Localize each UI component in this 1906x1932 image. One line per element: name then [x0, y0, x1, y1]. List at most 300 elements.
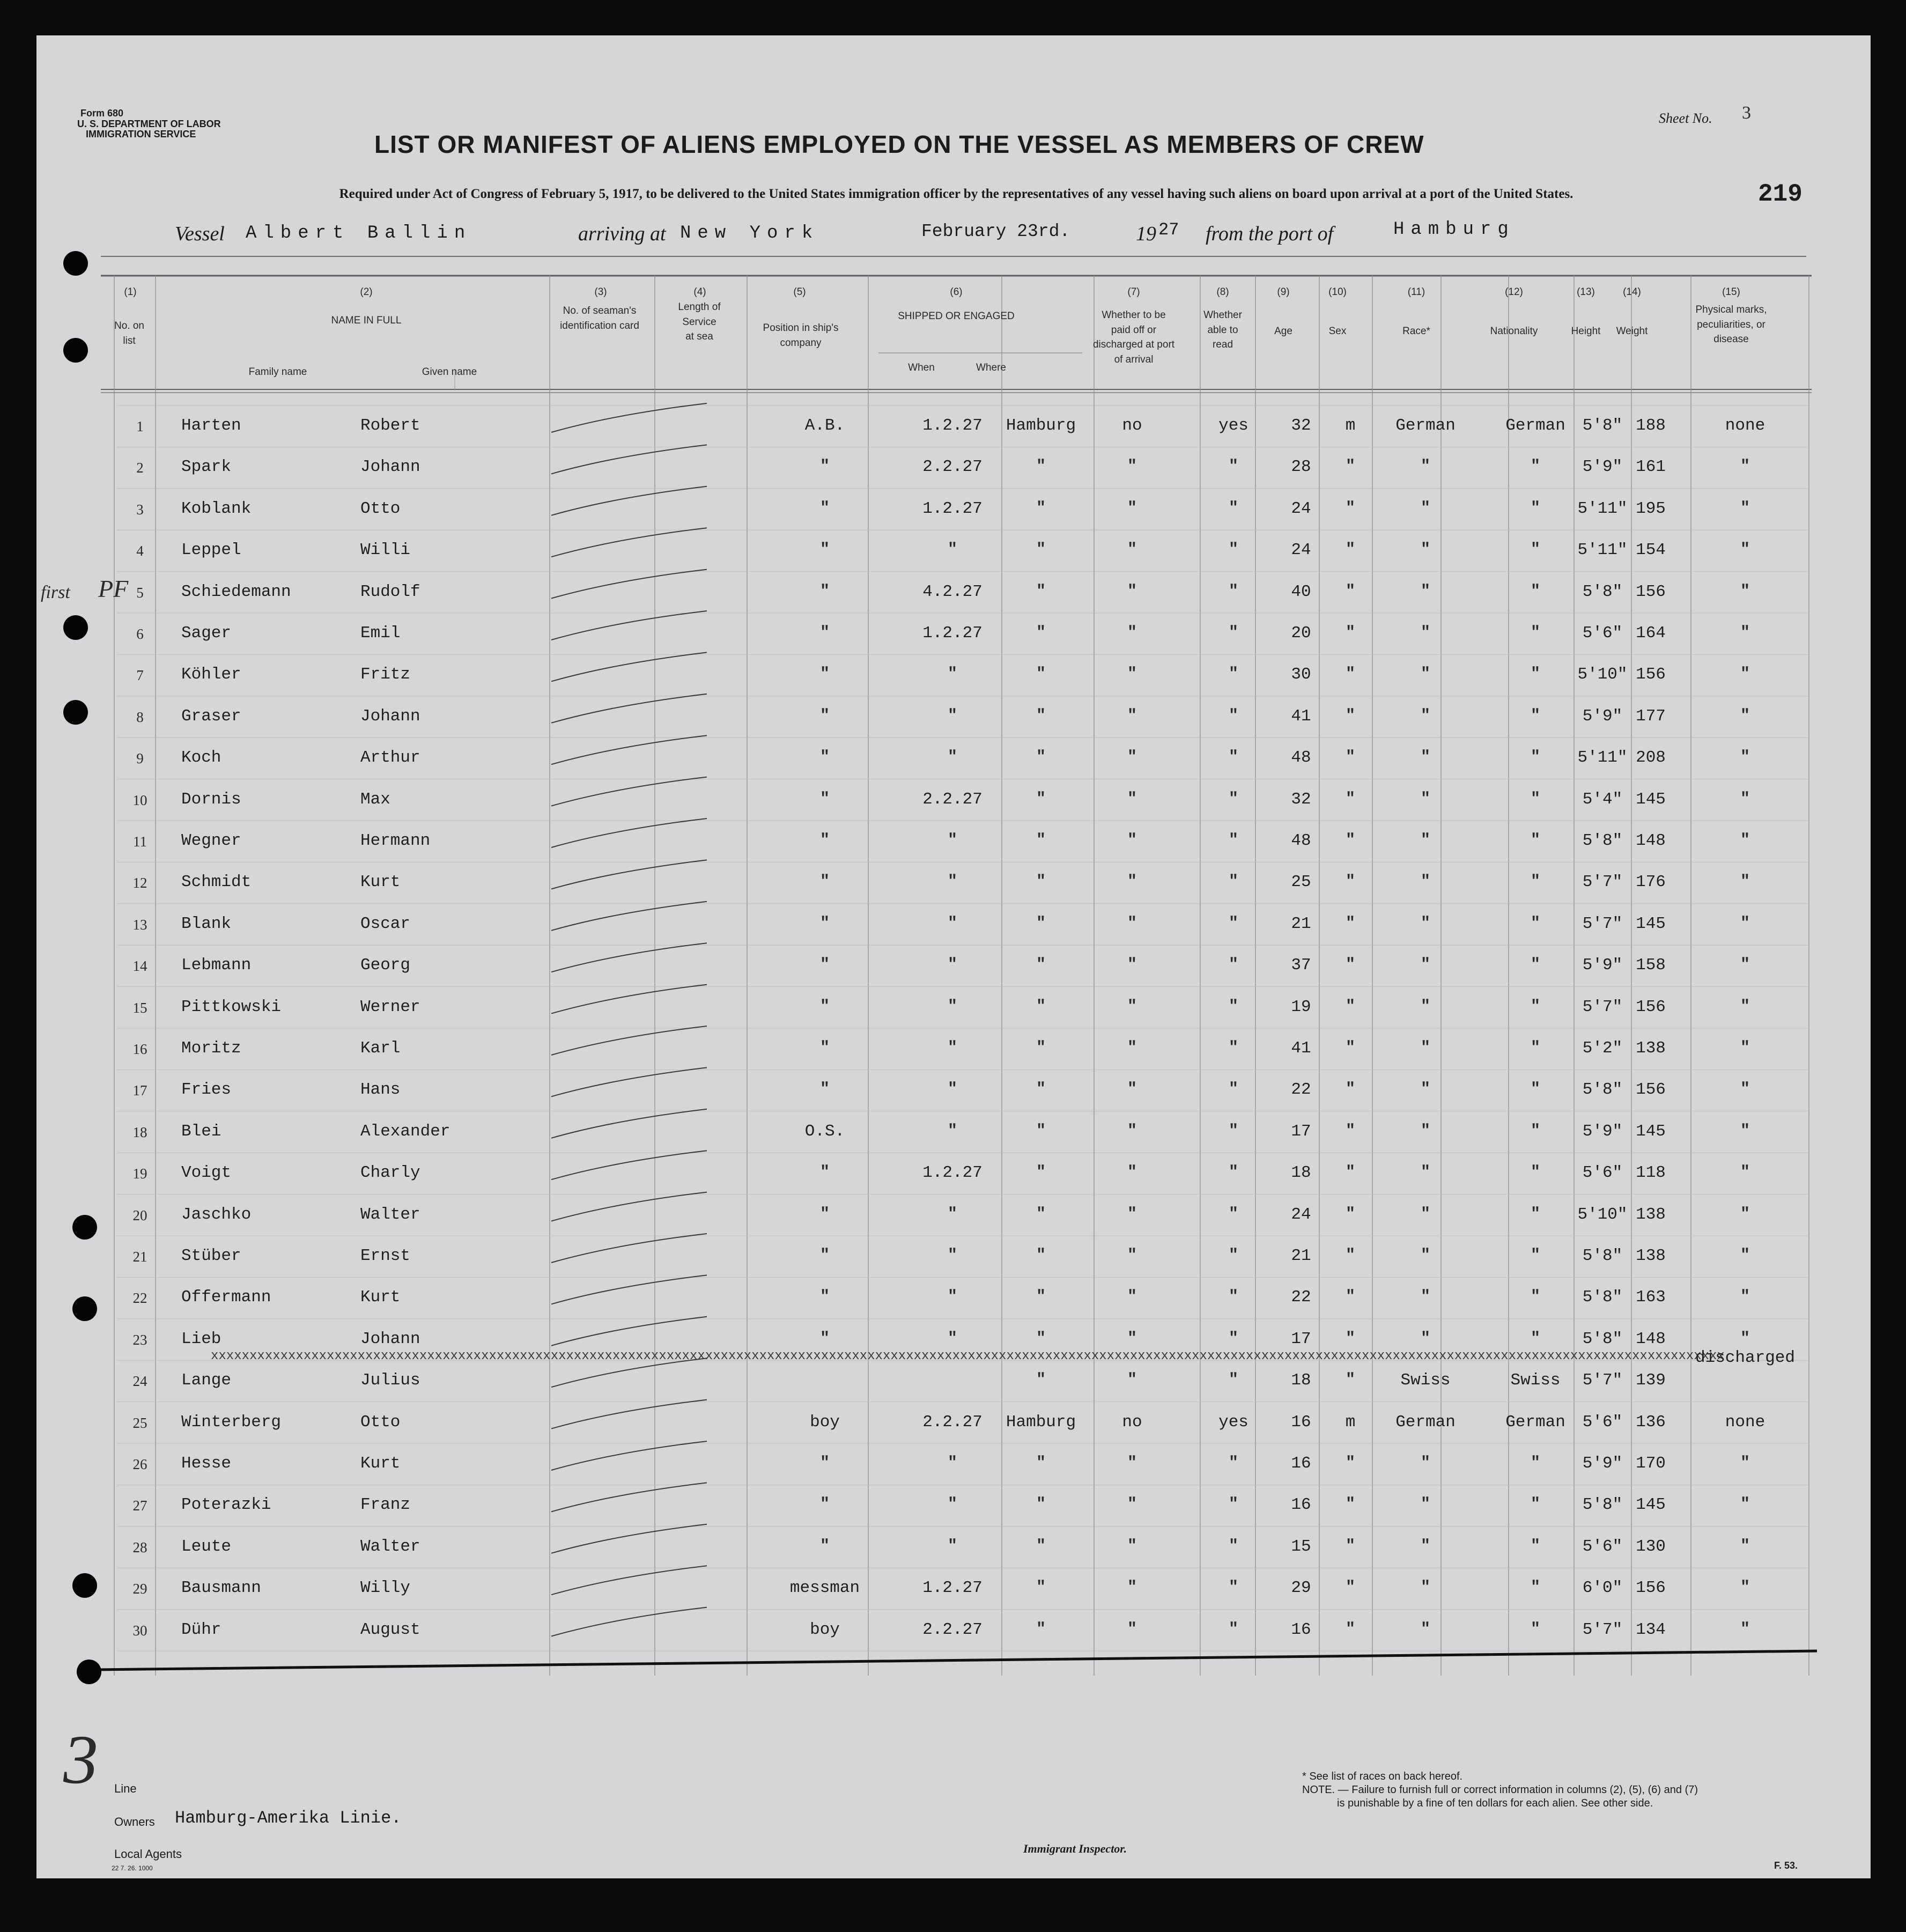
- physical-cell: ": [1740, 997, 1750, 1016]
- family-name-cell: Graser: [181, 706, 241, 726]
- when-cell: ": [947, 831, 958, 850]
- paid-cell: ": [1127, 1495, 1137, 1514]
- pencil-stroke: [551, 1275, 707, 1304]
- where-cell: Hamburg: [1006, 416, 1076, 435]
- row-number: 22: [132, 1290, 147, 1307]
- row-number: 4: [136, 543, 144, 559]
- paid-cell: ": [1127, 914, 1137, 933]
- age-cell: 17: [1291, 1329, 1311, 1348]
- height-cell: 5'8": [1582, 416, 1623, 435]
- paid-cell: ": [1127, 831, 1137, 850]
- pencil-stroke: [551, 445, 707, 474]
- nationality-cell: ": [1530, 790, 1541, 808]
- header-family-name: Family name: [248, 366, 307, 378]
- sex-cell: ": [1345, 831, 1356, 850]
- pencil-stroke: [551, 1400, 707, 1429]
- sex-cell: ": [1345, 873, 1356, 891]
- pencil-stroke: [551, 486, 707, 515]
- port-of-departure: Hamburg: [1393, 219, 1515, 240]
- header-name-in-full: NAME IN FULL: [331, 315, 402, 326]
- physical-cell: ": [1740, 1579, 1750, 1597]
- weight-cell: 208: [1636, 748, 1666, 768]
- paid-cell: ": [1127, 1454, 1137, 1472]
- col-1-number: (1): [124, 286, 137, 298]
- position-cell: O.S.: [804, 1122, 845, 1141]
- weight-cell: 170: [1636, 1454, 1666, 1473]
- age-cell: 37: [1291, 956, 1311, 975]
- row-number: 29: [132, 1581, 147, 1597]
- from-label: from the port of: [1206, 223, 1334, 245]
- position-cell: ": [819, 458, 830, 476]
- race-cell: ": [1420, 748, 1431, 767]
- where-cell: Hamburg: [1006, 1412, 1076, 1432]
- read-cell: yes: [1218, 1412, 1248, 1432]
- header-sex: Sex: [1328, 326, 1347, 337]
- read-cell: ": [1228, 665, 1239, 684]
- family-name-cell: Schmidt: [181, 873, 252, 892]
- when-cell: ": [947, 1454, 958, 1472]
- height-cell: 5'9": [1582, 706, 1623, 726]
- sex-cell: ": [1345, 790, 1356, 808]
- header-nationality: Nationality: [1490, 326, 1538, 337]
- row-number: 15: [132, 999, 147, 1016]
- height-cell: 5'7": [1582, 997, 1623, 1016]
- row-number: 17: [132, 1082, 147, 1099]
- given-name-cell: Johann: [360, 706, 420, 726]
- header-able-read: Whether able to read: [1203, 309, 1242, 351]
- given-name-cell: Arthur: [360, 748, 420, 768]
- physical-cell: ": [1740, 1454, 1750, 1472]
- given-name-cell: Hermann: [360, 831, 431, 850]
- race-cell: German: [1395, 1412, 1456, 1432]
- family-name-cell: Köhler: [181, 665, 241, 684]
- pencil-stroke: [551, 943, 707, 972]
- sex-cell: ": [1345, 1247, 1356, 1265]
- race-cell: ": [1420, 956, 1431, 975]
- col-14-number: (14): [1623, 286, 1641, 298]
- read-cell: ": [1228, 1454, 1239, 1472]
- sex-cell: ": [1345, 499, 1356, 518]
- nationality-cell: ": [1530, 748, 1541, 767]
- race-cell: ": [1420, 1454, 1431, 1472]
- pencil-stroke: [551, 1192, 707, 1221]
- family-name-cell: Lebmann: [181, 956, 252, 975]
- family-name-cell: Leppel: [181, 541, 241, 560]
- position-cell: ": [819, 1039, 830, 1057]
- height-cell: 5'9": [1582, 1122, 1623, 1141]
- paid-cell: ": [1127, 748, 1137, 767]
- family-name-cell: Harten: [181, 416, 241, 435]
- sex-cell: ": [1345, 1495, 1356, 1514]
- read-cell: ": [1228, 1039, 1239, 1057]
- weight-cell: 134: [1636, 1620, 1666, 1639]
- sex-cell: ": [1345, 1371, 1356, 1390]
- pencil-stroke: [551, 611, 707, 640]
- given-name-cell: Kurt: [360, 1454, 401, 1473]
- physical-cell: ": [1740, 458, 1750, 476]
- weight-cell: 145: [1636, 914, 1666, 933]
- age-cell: 22: [1291, 1288, 1311, 1307]
- col-6-number: (6): [950, 286, 963, 298]
- where-cell: ": [1036, 499, 1046, 518]
- family-name-cell: Pittkowski: [181, 997, 282, 1016]
- row-number: 28: [132, 1539, 147, 1555]
- header-length-service: Length of Service at sea: [678, 301, 721, 343]
- paid-cell: ": [1127, 790, 1137, 808]
- when-cell: 1.2.27: [922, 1579, 982, 1598]
- service: IMMIGRATION SERVICE: [86, 129, 196, 139]
- when-cell: ": [947, 1495, 958, 1514]
- height-cell: 5'8": [1582, 1329, 1623, 1348]
- read-cell: ": [1228, 873, 1239, 891]
- height-cell: 6'0": [1582, 1579, 1623, 1598]
- pencil-stroke: [551, 860, 707, 889]
- weight-cell: 145: [1636, 1122, 1666, 1141]
- binder-hole: [72, 1573, 97, 1598]
- physical-cell: none: [1725, 416, 1765, 435]
- year-prefix: 19: [1136, 223, 1156, 245]
- print-code: 22 7. 26. 1000: [112, 1864, 153, 1872]
- family-name-cell: Fries: [181, 1080, 232, 1100]
- position-cell: ": [819, 665, 830, 684]
- age-cell: 18: [1291, 1163, 1311, 1183]
- race-cell: German: [1395, 416, 1456, 435]
- row-number: 9: [136, 750, 144, 767]
- weight-cell: 177: [1636, 706, 1666, 726]
- where-cell: ": [1036, 1371, 1046, 1390]
- pencil-stroke: [551, 528, 707, 557]
- pencil-stroke: [551, 1026, 707, 1055]
- height-cell: 5'11": [1577, 499, 1628, 518]
- age-cell: 28: [1291, 458, 1311, 477]
- age-cell: 40: [1291, 582, 1311, 601]
- given-name-cell: Willi: [360, 541, 411, 560]
- when-cell: ": [947, 914, 958, 933]
- owners-label: Owners: [114, 1815, 155, 1828]
- when-cell: ": [947, 1537, 958, 1555]
- age-cell: 32: [1291, 416, 1311, 435]
- position-cell: ": [819, 1205, 830, 1223]
- position-cell: ": [819, 1537, 830, 1555]
- pencil-stroke: [551, 1566, 707, 1595]
- weight-cell: 138: [1636, 1205, 1666, 1224]
- col-2-number: (2): [360, 286, 373, 298]
- sex-cell: ": [1345, 997, 1356, 1016]
- col-4-number: (4): [693, 286, 706, 298]
- given-name-cell: August: [360, 1620, 420, 1639]
- race-cell: ": [1420, 458, 1431, 476]
- binder-hole: [72, 1296, 97, 1321]
- where-cell: ": [1036, 1122, 1046, 1140]
- row-number: 7: [136, 667, 144, 684]
- height-cell: 5'11": [1577, 748, 1628, 768]
- local-agents-label: Local Agents: [114, 1847, 182, 1861]
- nationality-cell: ": [1530, 1247, 1541, 1265]
- sheet-label: Sheet No.: [1659, 110, 1712, 126]
- position-cell: ": [819, 831, 830, 850]
- height-cell: 5'6": [1582, 624, 1623, 643]
- read-cell: ": [1228, 1247, 1239, 1265]
- weight-cell: 156: [1636, 1579, 1666, 1598]
- race-cell: ": [1420, 1620, 1431, 1639]
- arrival-date: February 23rd.: [921, 222, 1070, 241]
- nationality-cell: ": [1530, 1579, 1541, 1597]
- position-cell: ": [819, 1163, 830, 1182]
- weight-cell: 163: [1636, 1288, 1666, 1307]
- paid-cell: ": [1127, 1163, 1137, 1182]
- height-cell: 5'8": [1582, 1080, 1623, 1100]
- when-cell: 2.2.27: [922, 458, 982, 477]
- nationality-cell: ": [1530, 499, 1541, 518]
- row-number: 20: [132, 1207, 147, 1223]
- family-name-cell: Blank: [181, 914, 232, 933]
- physical-cell: ": [1740, 1537, 1750, 1555]
- col-12-number: (12): [1505, 286, 1523, 298]
- read-cell: ": [1228, 1288, 1239, 1307]
- fine-note-line-1: NOTE. — Failure to furnish full or correct information in columns (2), (5), (6) and (7): [1302, 1784, 1698, 1796]
- nationality-cell: ": [1530, 1454, 1541, 1472]
- where-cell: ": [1036, 914, 1046, 933]
- race-cell: ": [1420, 1205, 1431, 1223]
- physical-cell: ": [1740, 1122, 1750, 1140]
- position-cell: ": [819, 1247, 830, 1265]
- height-cell: 5'4": [1582, 790, 1623, 809]
- sex-cell: m: [1345, 1412, 1356, 1432]
- physical-cell: ": [1740, 790, 1750, 808]
- paid-cell: ": [1127, 1329, 1137, 1348]
- col-8-number: (8): [1216, 286, 1229, 298]
- age-cell: 48: [1291, 748, 1311, 768]
- weight-cell: 118: [1636, 1163, 1666, 1183]
- when-cell: 1.2.27: [922, 499, 982, 518]
- family-name-cell: Koch: [181, 748, 221, 768]
- paid-cell: ": [1127, 873, 1137, 891]
- race-cell: ": [1420, 790, 1431, 808]
- nationality-cell: ": [1530, 624, 1541, 642]
- given-name-cell: Johann: [360, 458, 420, 477]
- age-cell: 19: [1291, 997, 1311, 1016]
- weight-cell: 130: [1636, 1537, 1666, 1556]
- where-cell: ": [1036, 748, 1046, 767]
- race-cell: ": [1420, 1080, 1431, 1099]
- given-name-cell: Fritz: [360, 665, 411, 684]
- where-cell: ": [1036, 1579, 1046, 1597]
- pencil-stroke: [551, 403, 707, 432]
- given-name-cell: Walter: [360, 1205, 420, 1224]
- paid-cell: ": [1127, 582, 1137, 601]
- where-cell: ": [1036, 624, 1046, 642]
- height-cell: 5'9": [1582, 956, 1623, 975]
- family-name-cell: Jaschko: [181, 1205, 252, 1224]
- when-cell: ": [947, 1329, 958, 1348]
- race-cell: ": [1420, 541, 1431, 559]
- read-cell: ": [1228, 1205, 1239, 1223]
- height-cell: 5'7": [1582, 1371, 1623, 1390]
- given-name-cell: Max: [360, 790, 390, 809]
- year-suffix: 27: [1158, 220, 1179, 240]
- weight-cell: 154: [1636, 541, 1666, 560]
- physical-cell: ": [1740, 665, 1750, 684]
- form-code: F. 53.: [1774, 1860, 1798, 1871]
- when-cell: ": [947, 997, 958, 1016]
- nationality-cell: ": [1530, 1620, 1541, 1639]
- paid-cell: ": [1127, 458, 1137, 476]
- position-cell: messman: [789, 1579, 860, 1598]
- pencil-stroke: [551, 1151, 707, 1179]
- where-cell: ": [1036, 873, 1046, 891]
- given-name-cell: Franz: [360, 1495, 411, 1515]
- family-name-cell: Voigt: [181, 1163, 232, 1183]
- where-cell: ": [1036, 582, 1046, 601]
- when-cell: ": [947, 1247, 958, 1265]
- age-cell: 24: [1291, 541, 1311, 560]
- paid-cell: ": [1127, 1579, 1137, 1597]
- nationality-cell: ": [1530, 956, 1541, 975]
- col-7-number: (7): [1127, 286, 1140, 298]
- vessel-label: Vessel: [175, 223, 225, 245]
- col-11-number: (11): [1407, 286, 1425, 298]
- where-cell: ": [1036, 1080, 1046, 1099]
- physical-cell: ": [1740, 499, 1750, 518]
- family-name-cell: Stüber: [181, 1247, 241, 1265]
- nationality-cell: ": [1530, 1039, 1541, 1057]
- read-cell: ": [1228, 1080, 1239, 1099]
- header-seaman-id: No. of seaman's identification card: [560, 305, 639, 331]
- col-10-number: (10): [1328, 286, 1347, 298]
- given-name-cell: Georg: [360, 956, 411, 975]
- weight-cell: 161: [1636, 458, 1666, 477]
- paid-cell: ": [1127, 1039, 1137, 1057]
- physical-cell: ": [1740, 706, 1750, 725]
- pencil-stroke: [551, 1067, 707, 1096]
- pencil-stroke: [551, 1441, 707, 1470]
- family-name-cell: Lange: [181, 1371, 232, 1390]
- arriving-label: arriving at: [578, 223, 666, 245]
- col-5-number: (5): [793, 286, 806, 298]
- weight-cell: 145: [1636, 1495, 1666, 1515]
- when-cell: ": [947, 1205, 958, 1223]
- given-name-cell: Karl: [360, 1039, 401, 1058]
- paid-cell: ": [1127, 665, 1137, 684]
- paid-cell: ": [1127, 1620, 1137, 1639]
- pencil-stroke: [551, 570, 707, 599]
- when-cell: ": [947, 1122, 958, 1140]
- position-cell: ": [819, 748, 830, 767]
- position-cell: A.B.: [804, 416, 845, 435]
- sex-cell: ": [1345, 458, 1356, 476]
- when-cell: ": [947, 873, 958, 891]
- position-cell: ": [819, 1288, 830, 1307]
- paid-cell: ": [1127, 1371, 1137, 1390]
- when-cell: 2.2.27: [922, 790, 982, 809]
- weight-cell: 139: [1636, 1371, 1666, 1390]
- read-cell: ": [1228, 914, 1239, 933]
- sheet-number: 3: [1742, 103, 1751, 123]
- read-cell: ": [1228, 790, 1239, 808]
- race-cell: ": [1420, 1329, 1431, 1348]
- age-cell: 20: [1291, 624, 1311, 643]
- row-number: 19: [132, 1166, 147, 1182]
- pencil-stroke: [551, 652, 707, 681]
- when-cell: ": [947, 665, 958, 684]
- nationality-cell: Swiss: [1510, 1371, 1561, 1390]
- read-cell: ": [1228, 1122, 1239, 1140]
- race-cell: ": [1420, 1122, 1431, 1140]
- age-cell: 30: [1291, 665, 1311, 684]
- read-cell: ": [1228, 1371, 1239, 1390]
- row-number: 11: [133, 834, 147, 850]
- read-cell: ": [1228, 1329, 1239, 1348]
- height-cell: 5'2": [1582, 1039, 1623, 1058]
- row-number: 10: [132, 792, 147, 808]
- header-given-name: Given name: [422, 366, 477, 378]
- family-name-cell: Dühr: [181, 1620, 221, 1639]
- when-cell: 4.2.27: [922, 582, 982, 601]
- page-title: LIST OR MANIFEST OF ALIENS EMPLOYED ON THE VESSEL AS MEMBERS OF CREW: [374, 130, 1424, 158]
- race-cell: ": [1420, 1247, 1431, 1265]
- height-cell: 5'7": [1582, 873, 1623, 892]
- position-cell: ": [819, 706, 830, 725]
- position-cell: boy: [810, 1620, 840, 1639]
- race-cell: ": [1420, 706, 1431, 725]
- header-paid-off: Whether to be paid off or discharged at port of arrival: [1092, 309, 1175, 365]
- paid-cell: ": [1127, 1537, 1137, 1555]
- height-cell: 5'8": [1582, 1495, 1623, 1515]
- where-cell: ": [1036, 790, 1046, 808]
- row-number: 1: [136, 418, 144, 434]
- family-name-cell: Poterazki: [181, 1495, 271, 1515]
- height-cell: 5'6": [1582, 1412, 1623, 1432]
- family-name-cell: Spark: [181, 458, 232, 477]
- physical-cell: ": [1740, 1205, 1750, 1223]
- race-cell: ": [1420, 665, 1431, 684]
- row-number: 5: [136, 584, 144, 601]
- nationality-cell: ": [1530, 458, 1541, 476]
- where-cell: ": [1036, 1039, 1046, 1057]
- position-cell: ": [819, 914, 830, 933]
- race-cell: ": [1420, 1495, 1431, 1514]
- row-number: 16: [132, 1041, 147, 1057]
- physical-cell: ": [1740, 1495, 1750, 1514]
- weight-cell: 188: [1636, 416, 1666, 435]
- row-number: 8: [136, 709, 144, 725]
- weight-cell: 145: [1636, 790, 1666, 809]
- sex-cell: ": [1345, 748, 1356, 767]
- row-number: 21: [132, 1249, 147, 1265]
- row-number: 13: [132, 916, 147, 933]
- position-cell: ": [819, 1080, 830, 1099]
- family-name-cell: Dornis: [181, 790, 241, 809]
- line-label: Line: [114, 1782, 137, 1795]
- weight-cell: 148: [1636, 831, 1666, 850]
- given-name-cell: Walter: [360, 1537, 420, 1556]
- nationality-cell: ": [1530, 1329, 1541, 1348]
- where-cell: ": [1036, 831, 1046, 850]
- family-name-cell: Moritz: [181, 1039, 241, 1058]
- family-name-cell: Bausmann: [181, 1579, 261, 1598]
- read-cell: ": [1228, 624, 1239, 642]
- where-cell: ": [1036, 1454, 1046, 1472]
- race-cell: ": [1420, 997, 1431, 1016]
- age-cell: 41: [1291, 706, 1311, 726]
- race-cell: ": [1420, 1163, 1431, 1182]
- paid-cell: ": [1127, 1288, 1137, 1307]
- age-cell: 16: [1291, 1495, 1311, 1515]
- sex-cell: m: [1345, 416, 1356, 435]
- read-cell: ": [1228, 582, 1239, 601]
- age-cell: 15: [1291, 1537, 1311, 1556]
- row-number: 25: [132, 1414, 147, 1431]
